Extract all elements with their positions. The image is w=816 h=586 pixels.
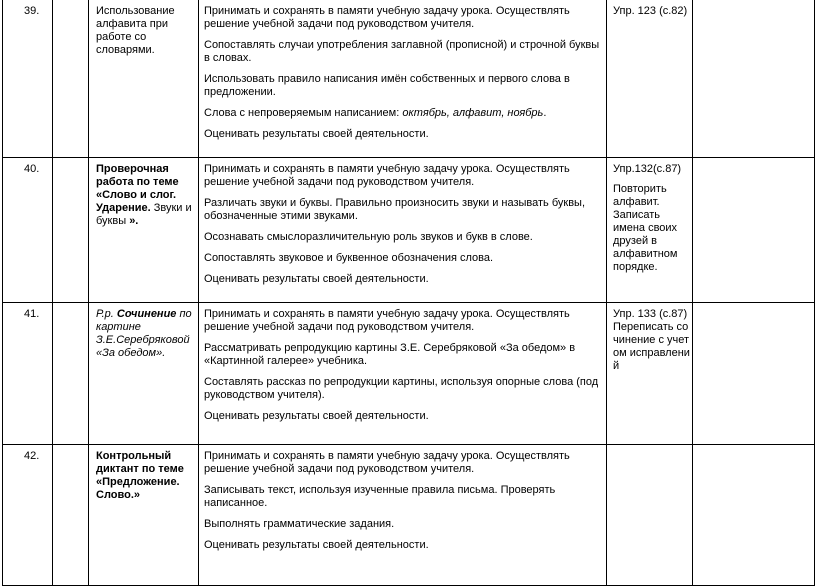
empty-cell <box>53 303 89 445</box>
vocabulary-words: октябрь, алфавит, ноябрь <box>402 107 544 119</box>
lesson-plan-table <box>2 0 815 586</box>
activities-cell <box>199 445 607 586</box>
homework-text: Упр.132(с.87) <box>613 163 682 175</box>
lesson-topic-normal: Звуки и буквы <box>96 202 192 227</box>
activity-item: Принимать и сохранять в памяти учебную задачу урока. Осуществлять решение учебной задачи под руководством учителя. <box>204 5 570 30</box>
lesson-topic-bold-end: ». <box>129 215 139 227</box>
lesson-number: 42. <box>24 450 40 462</box>
activity-item: Принимать и сохранять в памяти учебную задачу урока. Осуществлять решение учебной задачи под руководством учителя. <box>204 163 570 188</box>
lesson-topic: Использование алфавита при работе со словарями. <box>96 5 175 56</box>
lesson-topic: Контрольный диктант по теме «Предложение. Слово.» <box>96 450 184 501</box>
lesson-topic-bold: Проверочная работа по теме «Слово и слог. Ударение. <box>96 163 179 214</box>
lesson-topic-cell <box>89 158 199 303</box>
lesson-topic-prefix: Р.р. <box>96 308 117 320</box>
table-row <box>3 158 815 303</box>
empty-cell <box>693 0 815 158</box>
activity-item: Оценивать результаты своей деятельности. <box>204 273 429 285</box>
activity-item: Сопоставлять случаи употребления заглавной (прописной) и строчной буквы в словах. <box>204 39 600 64</box>
activity-item: Осознавать смыслоразличительную роль звуков и букв в слове. <box>204 231 533 243</box>
homework-text: Упр. 133 (с.87)Переписать сочинение с учетом исправлений <box>613 308 690 372</box>
lesson-topic-bold: Сочинение <box>116 308 177 320</box>
lesson-number-cell <box>3 303 53 445</box>
empty-cell <box>53 445 89 586</box>
activities-cell <box>199 303 607 445</box>
activity-item: Различать звуки и буквы. Правильно произносить звуки и называть буквы, обозначенные этими звуками. <box>204 197 586 222</box>
empty-cell <box>693 303 815 445</box>
table-row <box>3 303 815 445</box>
activity-item: Принимать и сохранять в памяти учебную задачу урока. Осуществлять решение учебной задачи под руководством учителя. <box>204 450 570 475</box>
lesson-number: 41. <box>24 308 40 320</box>
activity-item: Принимать и сохранять в памяти учебную задачу урока. Осуществлять решение учебной задачи под руководством учителя. <box>204 308 570 333</box>
vocabulary-line <box>204 107 602 120</box>
vocabulary-suffix: . <box>543 107 547 119</box>
vocabulary-prefix: Слова с непроверяемым написанием: <box>204 107 403 119</box>
homework-cell <box>607 445 693 586</box>
activities-cell <box>199 158 607 303</box>
homework-cell <box>607 0 693 158</box>
activity-item: Записывать текст, используя изученные правила письма. Проверять написанное. <box>204 484 556 509</box>
lesson-topic-rest: по картине З.Е.Серебряковой «За обедом». <box>96 308 192 359</box>
lesson-number: 39. <box>24 5 40 17</box>
activity-item: Оценивать результаты своей деятельности. <box>204 410 429 422</box>
homework-text: Повторить алфавит. Записать имена своих друзей в алфавитном порядке. <box>613 183 678 273</box>
lesson-topic-cell <box>89 0 199 158</box>
empty-cell <box>693 445 815 586</box>
activity-item: Оценивать результаты своей деятельности. <box>204 128 429 140</box>
table-row <box>3 445 815 586</box>
activity-item: Рассматривать репродукцию картины З.Е. Серебряковой «За обедом» в «Картинной галерее» учебника. <box>204 342 576 367</box>
activity-item: Составлять рассказ по репродукции картины, используя опорные слова (под руководством учителя). <box>204 376 599 401</box>
homework-cell <box>607 303 693 445</box>
activities-cell <box>199 0 607 158</box>
homework-text: Упр. 123 (с.82) <box>613 5 688 17</box>
activity-item: Выполнять грамматические задания. <box>204 518 395 530</box>
activity-item: Использовать правило написания имён собственных и первого слова в предложении. <box>204 73 570 98</box>
lesson-number: 40. <box>24 163 40 175</box>
homework-cell <box>607 158 693 303</box>
activity-item: Сопоставлять звуковое и буквенное обозначения слова. <box>204 252 494 264</box>
empty-cell <box>53 0 89 158</box>
empty-cell <box>693 158 815 303</box>
empty-cell <box>53 158 89 303</box>
lesson-number-cell <box>3 445 53 586</box>
lesson-number-cell <box>3 0 53 158</box>
lesson-topic-cell <box>89 445 199 586</box>
table-row <box>3 0 815 158</box>
lesson-number-cell <box>3 158 53 303</box>
activity-item: Оценивать результаты своей деятельности. <box>204 539 429 551</box>
lesson-topic-cell <box>89 303 199 445</box>
